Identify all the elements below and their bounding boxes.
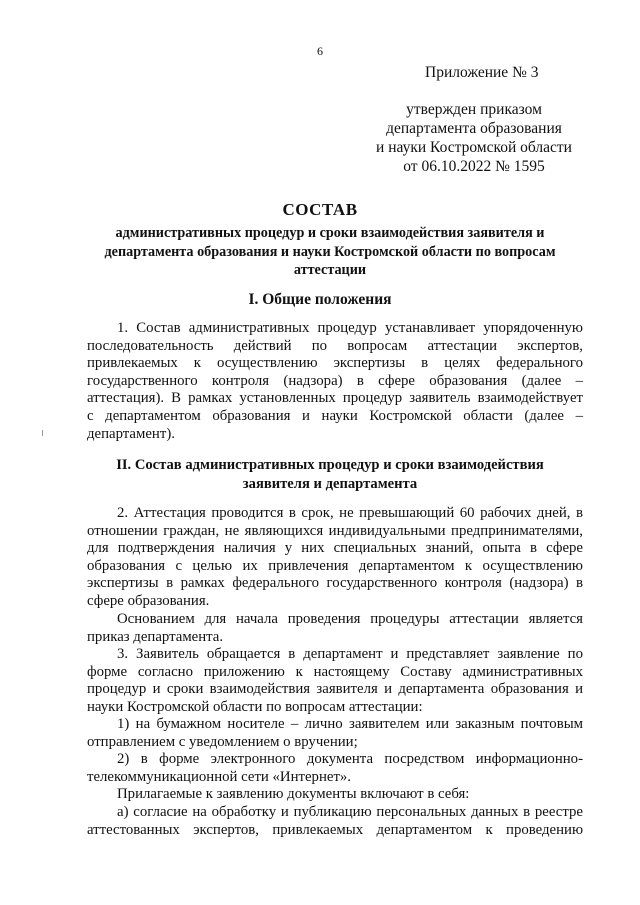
text-line: с департаментом образования и науки Костромской области (далее – <box>87 407 583 424</box>
text-line: 2) в форме электронного документа посредством информационно- <box>117 751 583 767</box>
section2-heading <box>80 456 580 493</box>
section2-attachments-intro <box>87 786 583 804</box>
subtitle-line: аттестации <box>293 262 367 278</box>
text-line: отправлением с уведомлением о вручении; <box>87 733 358 750</box>
section2-paragraph2 <box>87 505 583 611</box>
page-number: 6 <box>317 44 323 58</box>
section2-item2 <box>87 751 583 786</box>
text-line: 1. Состав административных процедур устанавливает упорядоченную <box>117 320 583 336</box>
text-line: последовательность действий по вопросам аттестации экспертов, <box>87 337 583 354</box>
text-line: сфере образования. <box>87 592 210 609</box>
section2-item1 <box>87 716 583 751</box>
document-title: СОСТАВ <box>282 200 358 219</box>
text-line: науки Костромской области по вопросам аттестации: <box>87 698 423 715</box>
text-line: 2. Аттестация проводится в срок, не превышающий 60 рабочих дней, в <box>117 505 583 521</box>
heading-line: заявителя и департамента <box>242 475 418 492</box>
text-line: Основанием для начала проведения процедуры аттестации является <box>117 611 583 627</box>
section2-basis-paragraph <box>87 611 583 646</box>
text-line: государственного контроля (надзора) в сфере образования (далее – <box>87 372 583 389</box>
text-line: привлекаемых к осуществлению экспертизы в целях федерального <box>87 355 583 372</box>
text-line: а) согласие на обработку и публикацию персональных данных в реестре <box>117 804 583 820</box>
approval-line: утвержден приказом <box>406 101 542 118</box>
section2-item-a <box>87 804 583 839</box>
text-line: аттестованных экспертов, привлекаемых департаментом к проведению <box>87 821 583 838</box>
heading-line: II. Состав административных процедур и сроки взаимодействия <box>116 457 544 473</box>
margin-mark <box>42 430 43 436</box>
text-line: Прилагаемые к заявлению документы включают в себя: <box>117 786 470 802</box>
approval-stamp <box>372 100 576 176</box>
text-line: департамент). <box>87 425 175 442</box>
text-line: процедур и сроки взаимодействия заявителя и департамента образования и <box>87 681 583 698</box>
approval-line: и науки Костромской области <box>376 139 572 156</box>
text-line: отношении граждан, не являющихся индивидуальными предпринимателями, <box>87 522 583 539</box>
annex-title: Приложение № 3 <box>425 64 539 81</box>
text-line: форме согласно приложению к настоящему Составу административных <box>87 663 583 680</box>
text-line: 3. Заявитель обращается в департамент и представляет заявление по <box>117 646 583 662</box>
section1-paragraph1 <box>87 320 583 443</box>
text-line: экспертизы в рамках федерального государственного контроля (надзора) в <box>87 575 583 592</box>
text-line: образования с целью их привлечения департаментом к осуществлению <box>87 557 583 574</box>
subtitle-line: административных процедур и сроки взаимодействия заявителя и <box>115 225 545 241</box>
text-line: телекоммуникационной сети «Интернет». <box>87 768 352 785</box>
text-line: аттестация). В рамках установленных процедур заявитель взаимодействует <box>87 390 583 407</box>
text-line: для подтверждения наличия у них специальных знаний, опыта в сфере <box>87 540 583 557</box>
section2-paragraph3 <box>87 646 583 716</box>
approval-line: от 06.10.2022 № 1595 <box>403 158 545 175</box>
section1-heading: I. Общие положения <box>248 291 392 308</box>
subtitle-line: департамента образования и науки Костромской области по вопросам <box>104 243 556 260</box>
text-line: 1) на бумажном носителе – лично заявителем или заказным почтовым <box>117 716 583 732</box>
approval-line: департамента образования <box>386 120 562 137</box>
text-line: приказ департамента. <box>87 628 224 645</box>
document-subtitle <box>95 224 565 280</box>
